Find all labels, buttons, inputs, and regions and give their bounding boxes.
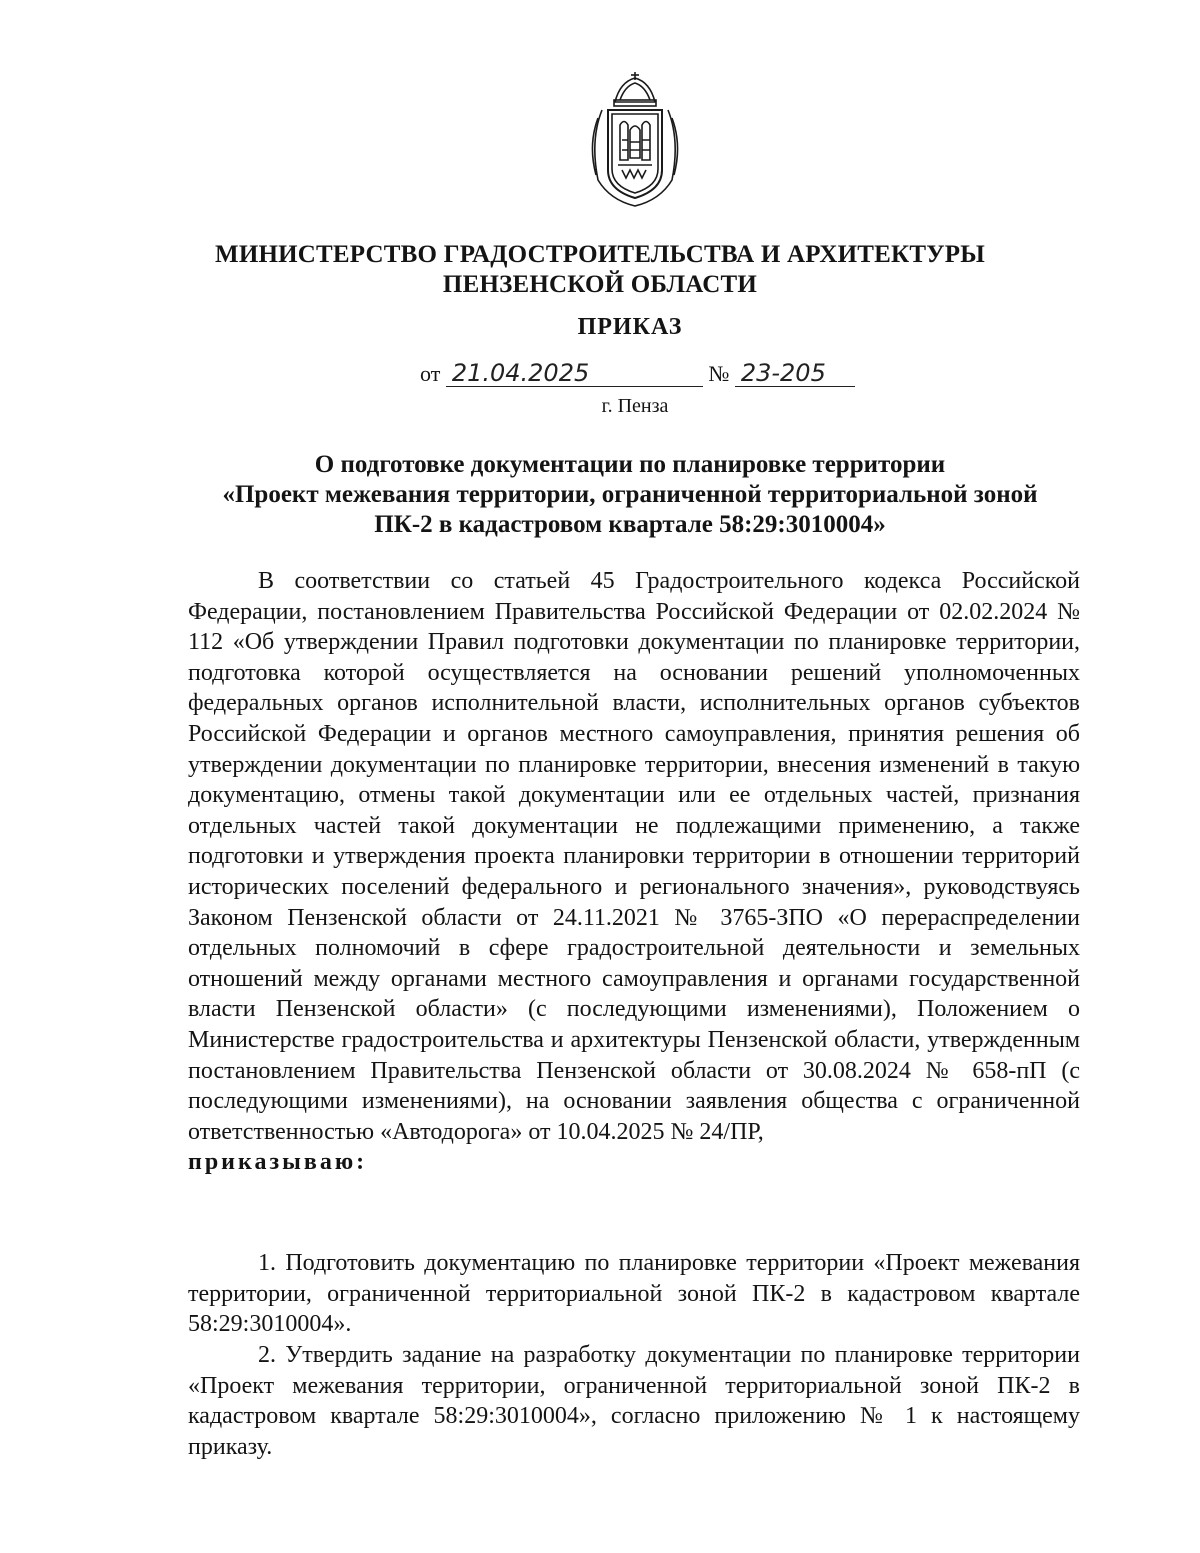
order-word: приказываю: <box>188 1149 368 1176</box>
date-number-line <box>420 360 855 390</box>
ministry-title <box>150 240 1050 300</box>
preamble-text: В соответствии со статьей 45 Градостроительного кодекса Российской Федерации, постановлением Правительства Российской Федерации от 02.02.2024 № 112 «Об утверждении Правил подготовки документации по планировке территории, подготовка которой осуществляется на основании решений уполномоченных федеральных органов исполнительной власти, исполнительных органов субъектов Российской Федерации и органов местного самоуправления, принятия решения об утверждении документации по планировке территории, внесения изменений в такую документацию, отмены такой документации или ее отдельных частей, признания отдельных частей такой документации не подлежащими применению, а также подготовки и утверждения проекта планировки территории в отношении территорий исторических поселений федерального и регионального значения», руководствуясь Законом Пензенской области от 24.11.2021 № 3765-ЗПО «О перераспределении отдельных полномочий в сфере градостроительной деятельности и земельных отношений между органами местного самоуправления и органами государственной власти Пензенской области» (с последующими изменениями), Положением о Министерстве градостроительства и архитектуры Пензенской области, утвержденным постановлением Правительства Пензенской области от 30.08.2024 № 658-пП (с последующими изменениями), на основании заявления общества с ограниченной ответственностью «Автодорога» от 10.04.2025 № 24/ПР, <box>188 568 1080 1145</box>
order-item-1-text: 1. Подготовить документацию по планировке территории «Проект межевания территории, ограниченной территориальной зоной ПК-2 в кадастровом квартале 58:29:3010004». <box>188 1250 1080 1338</box>
city: г. Пенза <box>601 395 669 417</box>
order-item-1 <box>188 1248 1080 1340</box>
subject-line1: О подготовке документации по планировке территории <box>314 451 946 478</box>
order-item-2 <box>188 1340 1080 1462</box>
penza-coat-of-arms-icon <box>580 70 690 210</box>
number-prefix: № <box>708 361 730 386</box>
ministry-title-line1: МИНИСТЕРСТВО ГРАДОСТРОИТЕЛЬСТВА И АРХИТЕКТУРЫ <box>215 241 985 268</box>
preamble-paragraph <box>188 566 1080 1178</box>
subject-line2: «Проект межевания территории, ограниченной территориальной зоной <box>222 481 1038 508</box>
ministry-title-line2: ПЕНЗЕНСКОЙ ОБЛАСТИ <box>442 271 758 298</box>
document-type: ПРИКАЗ <box>577 314 683 340</box>
subject-line3: ПК-2 в кадастровом квартале 58:29:3010004» <box>374 511 886 538</box>
date-value: 21.04.2025 <box>446 360 703 387</box>
order-item-2-text: 2. Утвердить задание на разработку документации по планировке территории «Проект межевания территории, ограниченной территориальной зоной ПК-2 в кадастровом квартале 58:29:3010004», согласно приложению № 1 к настоящему приказу. <box>188 1342 1080 1460</box>
document-subject <box>180 450 1080 540</box>
date-prefix: от <box>420 361 441 386</box>
number-value: 23-205 <box>735 360 855 387</box>
